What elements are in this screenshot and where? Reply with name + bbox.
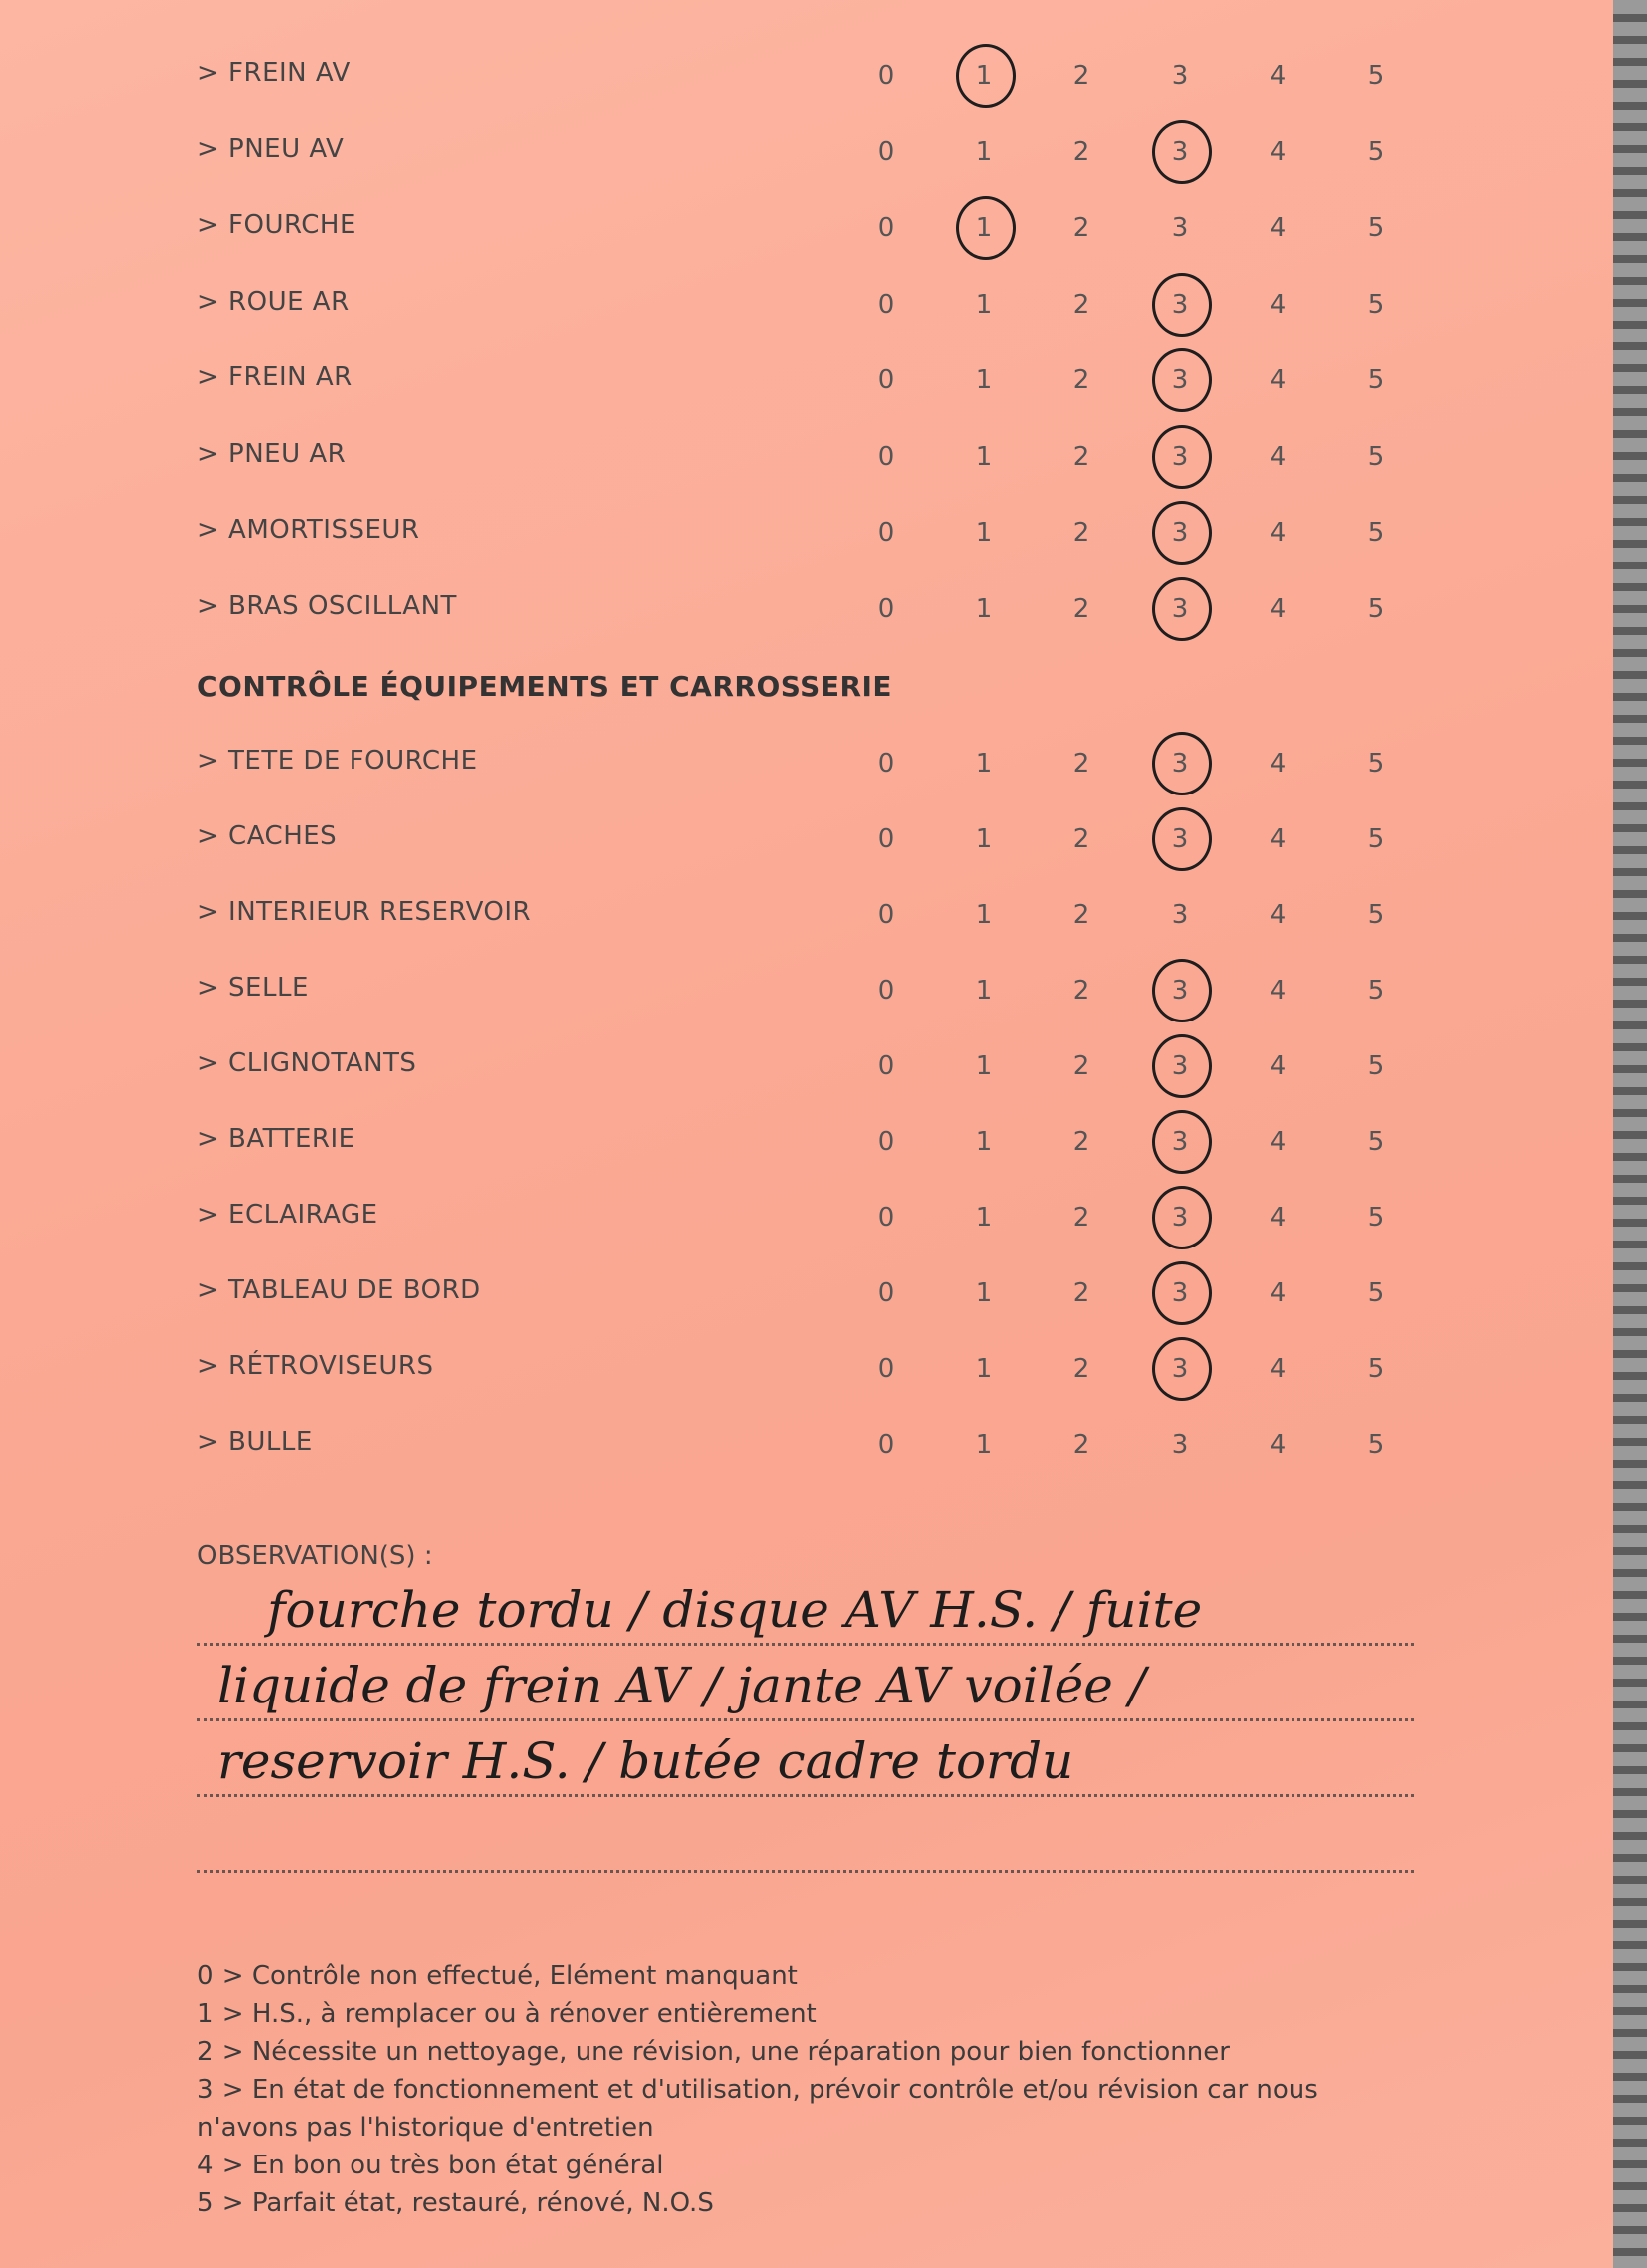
selected-rating[interactable]: 3: [1150, 1112, 1210, 1172]
rating-option[interactable]: 0: [877, 1203, 895, 1233]
checklist-row: [0, 885, 1613, 945]
observation-line: [197, 1810, 1414, 1873]
rating-option[interactable]: 1: [975, 518, 993, 548]
rating-option[interactable]: 5: [1367, 976, 1385, 1006]
rating-option[interactable]: 0: [877, 1127, 895, 1157]
rating-option[interactable]: 3: [1171, 1430, 1189, 1460]
rating-option[interactable]: 0: [877, 213, 895, 243]
rating-option[interactable]: 1: [975, 1430, 993, 1460]
rating-option[interactable]: 5: [1367, 365, 1385, 395]
selected-rating[interactable]: 3: [1150, 734, 1210, 794]
observation-line: [197, 1583, 1414, 1646]
rating-option[interactable]: 4: [1269, 1278, 1287, 1308]
rating-option[interactable]: 5: [1367, 1354, 1385, 1384]
checklist-row: [0, 427, 1613, 487]
rating-option[interactable]: 5: [1367, 900, 1385, 930]
rating-option[interactable]: 5: [1367, 593, 1385, 624]
rating-option[interactable]: 1: [975, 1051, 993, 1081]
rating-option[interactable]: 1: [975, 1354, 993, 1384]
rating-option[interactable]: 2: [1072, 976, 1090, 1006]
rating-option[interactable]: 2: [1072, 518, 1090, 548]
checklist-row: [0, 734, 1613, 794]
rating-option[interactable]: 2: [1072, 365, 1090, 395]
rating-option[interactable]: 4: [1269, 1430, 1287, 1460]
rating-legend: [197, 1957, 1442, 2222]
checklist-row: [0, 961, 1613, 1021]
checklist-row: [0, 198, 1613, 258]
checklist-row: [0, 1263, 1613, 1323]
checklist-item-label: > INTERIEUR RESERVOIR: [197, 897, 532, 927]
rating-option[interactable]: 0: [877, 749, 895, 779]
rating-option[interactable]: 4: [1269, 1127, 1287, 1157]
rating-option[interactable]: 4: [1269, 289, 1287, 320]
rating-option[interactable]: 4: [1269, 441, 1287, 472]
rating-option[interactable]: 4: [1269, 824, 1287, 854]
rating-option[interactable]: 4: [1269, 593, 1287, 624]
rating-option[interactable]: 0: [877, 1430, 895, 1460]
rating-option[interactable]: 4: [1269, 749, 1287, 779]
checklist-item-label: > FREIN AR: [197, 362, 353, 392]
rating-option[interactable]: 0: [877, 900, 895, 930]
rating-option[interactable]: 5: [1367, 1430, 1385, 1460]
rating-option[interactable]: 2: [1072, 61, 1090, 91]
legend-item: 0 > Contrôle non effectué, Elément manquant: [197, 1961, 798, 1991]
section-title: CONTRÔLE ÉQUIPEMENTS ET CARROSSERIE: [197, 670, 893, 703]
checklist-item-label: > FREIN AV: [197, 58, 351, 88]
observation-text: fourche tordu / disque AV H.S. / fuite: [267, 1581, 1203, 1639]
selected-rating[interactable]: 3: [1150, 961, 1210, 1021]
legend-item: n'avons pas l'historique d'entretien: [197, 2113, 654, 2143]
checklist-item-label: > ROUE AR: [197, 286, 350, 317]
rating-option[interactable]: 0: [877, 1051, 895, 1081]
checklist-row: [0, 1339, 1613, 1399]
legend-item: 4 > En bon ou très bon état général: [197, 2151, 664, 2180]
rating-option[interactable]: 0: [877, 441, 895, 472]
rating-option[interactable]: 2: [1072, 1127, 1090, 1157]
checklist-row: [0, 503, 1613, 563]
checklist-row: [0, 275, 1613, 335]
rating-option[interactable]: 1: [975, 1203, 993, 1233]
rating-option[interactable]: 5: [1367, 1051, 1385, 1081]
rating-option[interactable]: 0: [877, 976, 895, 1006]
rating-option[interactable]: 2: [1072, 593, 1090, 624]
checklist-row: [0, 1112, 1613, 1172]
rating-option[interactable]: 1: [975, 441, 993, 472]
checklist-item-label: > BULLE: [197, 1427, 313, 1457]
binder-edge: [1613, 0, 1647, 2268]
selected-rating[interactable]: 3: [1150, 579, 1210, 639]
rating-option[interactable]: 5: [1367, 441, 1385, 472]
checklist-row: [0, 1188, 1613, 1247]
selected-rating[interactable]: 3: [1150, 809, 1210, 869]
rating-option[interactable]: 1: [975, 749, 993, 779]
rating-option[interactable]: 0: [877, 1278, 895, 1308]
rating-option[interactable]: 5: [1367, 824, 1385, 854]
checklist-item-label: > BATTERIE: [197, 1124, 355, 1154]
checklist-row: [0, 579, 1613, 639]
observation-line: [197, 1659, 1414, 1721]
rating-option[interactable]: 4: [1269, 213, 1287, 243]
selected-rating[interactable]: 1: [954, 46, 1014, 106]
checklist-item-label: > PNEU AR: [197, 438, 347, 469]
rating-option[interactable]: 2: [1072, 1203, 1090, 1233]
rating-option[interactable]: 5: [1367, 1203, 1385, 1233]
checklist-item-label: > SELLE: [197, 973, 309, 1003]
rating-option[interactable]: 5: [1367, 1127, 1385, 1157]
rating-option[interactable]: 1: [975, 136, 993, 167]
rating-option[interactable]: 4: [1269, 1051, 1287, 1081]
rating-option[interactable]: 2: [1072, 824, 1090, 854]
rating-option[interactable]: 1: [975, 976, 993, 1006]
selected-rating[interactable]: 3: [1150, 427, 1210, 487]
checklist-item-label: > PNEU AV: [197, 133, 345, 164]
rating-option[interactable]: 0: [877, 289, 895, 320]
rating-option[interactable]: 1: [975, 1278, 993, 1308]
checklist-item-label: > TABLEAU DE BORD: [197, 1275, 481, 1305]
rating-option[interactable]: 3: [1171, 213, 1189, 243]
rating-option[interactable]: 2: [1072, 213, 1090, 243]
legend-item: 5 > Parfait état, restauré, rénové, N.O.S: [197, 2188, 714, 2218]
rating-option[interactable]: 3: [1171, 61, 1189, 91]
selected-rating[interactable]: 3: [1150, 1188, 1210, 1247]
checklist-item-label: > BRAS OSCILLANT: [197, 590, 457, 621]
rating-option[interactable]: 1: [975, 365, 993, 395]
rating-option[interactable]: 5: [1367, 213, 1385, 243]
rating-option[interactable]: 4: [1269, 136, 1287, 167]
rating-option[interactable]: 0: [877, 593, 895, 624]
checklist-item-label: > CACHES: [197, 821, 338, 851]
observations-label: OBSERVATION(S) :: [197, 1541, 433, 1571]
rating-option[interactable]: 2: [1072, 749, 1090, 779]
observation-text: reservoir H.S. / butée cadre tordu: [217, 1732, 1074, 1790]
rating-option[interactable]: 2: [1072, 136, 1090, 167]
rating-option[interactable]: 0: [877, 136, 895, 167]
checklist-item-label: > ECLAIRAGE: [197, 1200, 378, 1230]
selected-rating[interactable]: 3: [1150, 1263, 1210, 1323]
rating-option[interactable]: 4: [1269, 61, 1287, 91]
checklist-row: [0, 1415, 1613, 1474]
selected-rating[interactable]: 3: [1150, 275, 1210, 335]
rating-option[interactable]: 3: [1171, 900, 1189, 930]
checklist-row: [0, 809, 1613, 869]
rating-option[interactable]: 2: [1072, 441, 1090, 472]
rating-option[interactable]: 5: [1367, 289, 1385, 320]
checklist-item-label: > CLIGNOTANTS: [197, 1048, 417, 1078]
rating-option[interactable]: 2: [1072, 900, 1090, 930]
legend-item: 3 > En état de fonctionnement et d'utilisation, prévoir contrôle et/ou révision car nous: [197, 2075, 1318, 2105]
rating-option[interactable]: 0: [877, 365, 895, 395]
rating-option[interactable]: 1: [975, 289, 993, 320]
checklist-item-label: > AMORTISSEUR: [197, 515, 420, 545]
selected-rating[interactable]: 3: [1150, 503, 1210, 563]
rating-option[interactable]: 2: [1072, 1354, 1090, 1384]
checklist-row: [0, 122, 1613, 182]
checklist-item-label: > RÉTROVISEURS: [197, 1351, 434, 1381]
selected-rating[interactable]: 3: [1150, 1036, 1210, 1096]
rating-option[interactable]: 5: [1367, 1278, 1385, 1308]
selected-rating[interactable]: 3: [1150, 350, 1210, 410]
rating-option[interactable]: 4: [1269, 365, 1287, 395]
selected-rating[interactable]: 1: [954, 198, 1014, 258]
observation-line: [197, 1734, 1414, 1797]
checklist-row: [0, 1036, 1613, 1096]
rating-option[interactable]: 4: [1269, 976, 1287, 1006]
rating-option[interactable]: 1: [975, 900, 993, 930]
rating-option[interactable]: 5: [1367, 136, 1385, 167]
checklist-row: [0, 350, 1613, 410]
rating-option[interactable]: 0: [877, 824, 895, 854]
rating-option[interactable]: 2: [1072, 289, 1090, 320]
observation-text: liquide de frein AV / jante AV voilée /: [217, 1657, 1146, 1714]
selected-rating[interactable]: 3: [1150, 122, 1210, 182]
rating-option[interactable]: 4: [1269, 518, 1287, 548]
selected-rating[interactable]: 3: [1150, 1339, 1210, 1399]
rating-option[interactable]: 0: [877, 518, 895, 548]
rating-option[interactable]: 1: [975, 593, 993, 624]
checklist-item-label: > FOURCHE: [197, 210, 356, 240]
rating-option[interactable]: 0: [877, 1354, 895, 1384]
rating-option[interactable]: 1: [975, 824, 993, 854]
legend-item: 2 > Nécessite un nettoyage, une révision, une réparation pour bien fonctionner: [197, 2037, 1230, 2067]
rating-option[interactable]: 4: [1269, 900, 1287, 930]
checklist-row: [0, 46, 1613, 106]
rating-option[interactable]: 4: [1269, 1203, 1287, 1233]
rating-option[interactable]: 0: [877, 61, 895, 91]
checklist-item-label: > TETE DE FOURCHE: [197, 746, 478, 776]
rating-option[interactable]: 4: [1269, 1354, 1287, 1384]
rating-option[interactable]: 5: [1367, 749, 1385, 779]
rating-option[interactable]: 2: [1072, 1051, 1090, 1081]
rating-option[interactable]: 5: [1367, 518, 1385, 548]
rating-option[interactable]: 2: [1072, 1430, 1090, 1460]
rating-option[interactable]: 2: [1072, 1278, 1090, 1308]
legend-item: 1 > H.S., à remplacer ou à rénover entièrement: [197, 1999, 817, 2029]
rating-option[interactable]: 5: [1367, 61, 1385, 91]
rating-option[interactable]: 1: [975, 1127, 993, 1157]
